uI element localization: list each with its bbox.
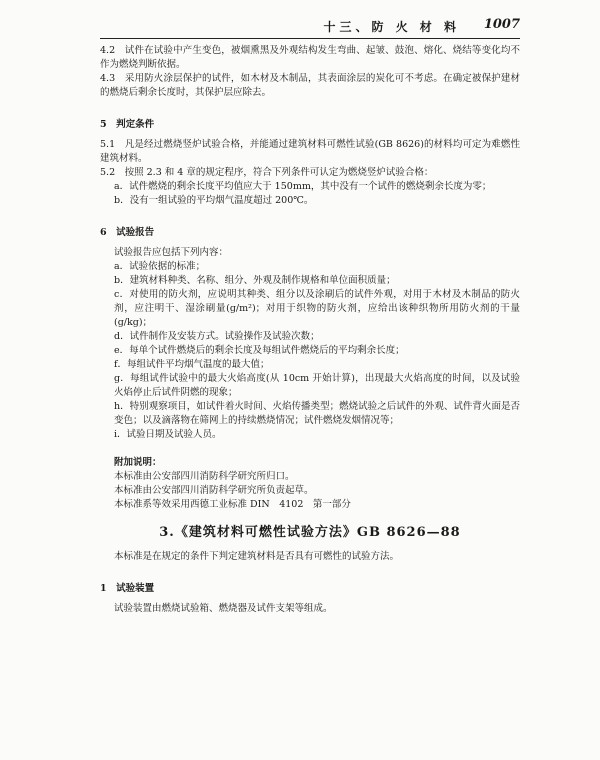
paragraph-6-e: e．每单个试件燃烧后的剩余长度及每组试件燃烧后的平均剩余长度；	[114, 345, 405, 356]
paragraph-6-d: d．试件制作及安装方式。试验操作及试验次数；	[114, 331, 320, 342]
page-body	[100, 44, 520, 616]
paragraph-1-intro: 试验装置由燃烧试验箱、燃烧器及试件支架等组成。	[114, 603, 333, 614]
standard-title: 3.《建筑材料可燃性试验方法》GB 8626—88	[159, 525, 461, 540]
paragraph-6-f: f．每组试件平均烟气温度的最大值；	[114, 359, 270, 370]
note-line-3: 本标准系等效采用西德工业标准 DIN 4102 第一部分	[114, 499, 351, 510]
page-header	[100, 14, 520, 39]
paragraph-4-2: 4.2 试件在试验中产生变色，被烟熏黑及外观结构发生弯曲、起皱、鼓泡、熔化、烧结等变化均不作为燃烧判断依据。	[100, 45, 520, 70]
paragraph-6-g: g．每组试件试验中的最大火焰高度(从 10cm 开始计算)，出现最大火焰高度的时间，以及试验火焰停止后试件阴燃的现象；	[114, 373, 520, 398]
paragraph-6-a: a．试验依据的标准；	[114, 261, 206, 272]
section-6-heading: 6 试验报告	[100, 227, 155, 238]
chapter-title: 十三、防 火 材 料	[323, 20, 460, 34]
paragraph-5-2-b: b．没有一组试验的平均烟气温度超过 200℃。	[114, 195, 314, 206]
note-line-1: 本标准由公安部四川消防科学研究所归口。	[114, 471, 295, 482]
paragraph-5-2: 5.2 按照 2.3 和 4 章的规定程序，符合下列条件可认定为燃烧竖炉试验合格：	[100, 167, 434, 178]
paragraph-5-2-a: a．试件燃烧的剩余长度平均值应大于 150mm，其中没有一个试件的燃烧剩余长度为零；	[114, 181, 492, 192]
paragraph-6-c: c．对使用的防火剂，应说明其种类、组分以及涂刷后的试件外观，对用于木材及木制品的防火剂，应注明干、湿涂刷量(g/m²)；对用于织物的防火剂，应给出该种织物所用防火剂的干量(g/kg)；	[114, 289, 520, 328]
page-number: 1007	[483, 17, 520, 32]
paragraph-5-1: 5.1 凡是经过燃烧竖炉试验合格，并能通过建筑材料可燃性试验(GB 8626)的材料均可定为难燃性建筑材料。	[100, 139, 520, 164]
note-heading: 附加说明：	[114, 457, 162, 468]
paragraph-4-3: 4.3 采用防火涂层保护的试件，如木材及木制品，其表面涂层的炭化可不考虑。在确定被保护建材的燃烧后剩余长度时，其保护层应除去。	[100, 73, 520, 98]
standard-intro: 本标准是在规定的条件下判定建筑材料是否具有可燃性的试验方法。	[114, 551, 400, 562]
section-5-heading: 5 判定条件	[100, 119, 155, 130]
paragraph-6-intro: 试验报告应包括下列内容：	[114, 247, 229, 258]
paragraph-6-i: i．试验日期及试验人员。	[114, 429, 222, 440]
paragraph-6-b: b．建筑材料种类、名称、组分、外观及制作规格和单位面积质量；	[114, 275, 396, 286]
note-line-2: 本标准由公安部四川消防科学研究所负责起草。	[114, 485, 314, 496]
paragraph-6-h: h．特别观察项目，如试件着火时间、火焰传播类型；燃烧试验之后试件的外观、试件背火面是否变色；以及滴落物在筛网上的持续燃烧情况；试件燃烧发烟情况等；	[114, 401, 520, 426]
section-1-heading: 1 试验装置	[100, 583, 155, 594]
